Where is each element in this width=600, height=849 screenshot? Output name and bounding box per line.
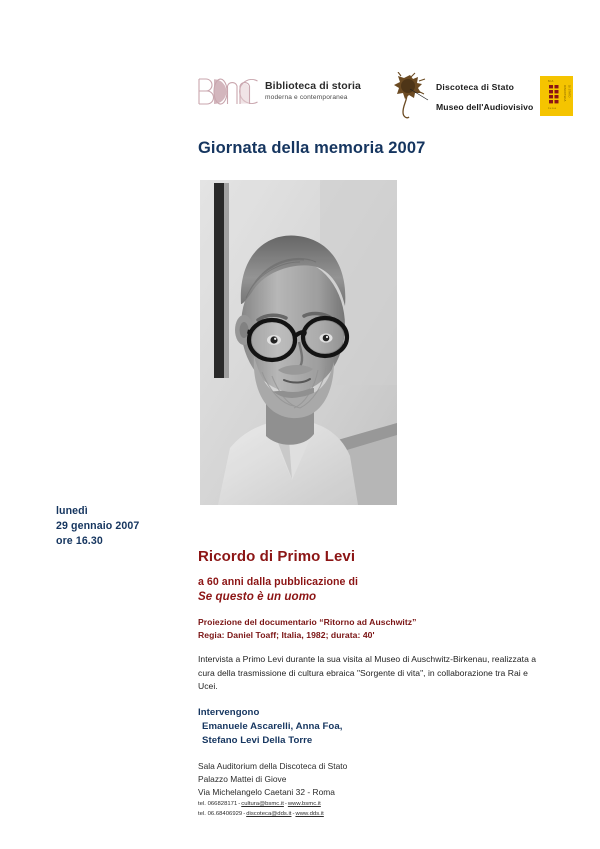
venue-line-3: Via Michelangelo Caetani 32 - Roma	[198, 786, 335, 797]
speakers-line-2: Stefano Levi Della Torre	[202, 735, 313, 747]
contact-email-link[interactable]: discoteca@dds.it	[246, 810, 292, 817]
bsmc-logo-line1: Biblioteca di storia	[265, 79, 361, 92]
page-title: Giornata della memoria 2007	[198, 139, 426, 157]
discoteca-di-stato-logo	[388, 72, 573, 120]
speakers-block	[198, 706, 550, 748]
gramophone-horn-icon	[388, 72, 432, 120]
contact-website-link[interactable]: www.dds.it	[295, 810, 324, 817]
contact-row	[198, 800, 550, 809]
yellow-museum-badge-icon	[540, 76, 573, 116]
documentary-screening-line: Proiezione del documentario “Ritorno ad Auschwitz”	[198, 617, 417, 627]
event-subtitle: a 60 anni dalla pubblicazione di	[198, 576, 358, 588]
event-date-block	[56, 504, 139, 549]
svg-text:DI STATO: DI STATO	[567, 85, 572, 98]
speakers-heading: Intervengono	[198, 707, 260, 719]
speakers-line-1: Emanuele Ascarelli, Anna Foa,	[202, 721, 343, 733]
bsmc-logo	[197, 78, 361, 105]
contact-tel-label: tel. 06.68406929	[198, 810, 243, 817]
contact-email-link[interactable]: cultura@bsmc.it	[241, 801, 284, 808]
description-line-1: Intervista a Primo Levi durante la sua visita al Museo di Auschwitz-Birkenau,	[198, 654, 490, 665]
contact-row	[198, 810, 550, 819]
event-date: 29 gennaio 2007	[56, 520, 140, 533]
discoteca-logo-line2: Museo dell'Audiovisivo	[436, 101, 534, 112]
svg-text:DISCOTECA: DISCOTECA	[563, 85, 568, 102]
contact-separator: -	[284, 801, 287, 808]
bsmc-monogram-icon	[197, 78, 259, 105]
bsmc-logo-line2: moderna e contemporanea	[265, 93, 348, 101]
description-line-2: realizzata a cura della trasmissione di cultura ebraica "Sorgente di vita", in	[198, 654, 537, 678]
event-content-column	[198, 548, 550, 819]
event-time: ore 16.30	[56, 535, 103, 548]
primo-levi-portrait-photo	[200, 180, 397, 505]
venue-address	[198, 760, 550, 798]
event-weekday: lunedì	[56, 505, 88, 517]
contact-info	[198, 800, 550, 818]
venue-line-1: Sala Auditorium della Discoteca di Stato	[198, 761, 348, 772]
description-line-3: collaborazione tra Rai e Ucei.	[198, 667, 528, 692]
bsmc-logo-text	[265, 81, 361, 102]
svg-text:M A: M A	[548, 79, 554, 83]
contact-separator: -	[243, 810, 246, 817]
contact-tel-label: tel. 066828171	[198, 801, 238, 808]
documentary-details	[198, 616, 550, 641]
documentary-credits-line: Regia: Daniel Toaff; Italia, 1982; durata: 40'	[198, 629, 375, 640]
venue-line-2: Palazzo Mattei di Giove	[198, 773, 287, 784]
contact-website-link[interactable]: www.bsmc.it	[287, 801, 321, 808]
contact-separator: -	[238, 801, 241, 808]
event-title: Ricordo di Primo Levi	[198, 548, 356, 565]
discoteca-logo-text	[434, 81, 533, 111]
svg-text:t u s e: t u s e	[548, 106, 557, 110]
event-description	[198, 653, 546, 693]
event-book-title: Se questo è un uomo	[198, 590, 317, 603]
logo-header-row	[0, 68, 600, 124]
contact-separator: -	[292, 810, 295, 817]
discoteca-logo-line1: Discoteca di Stato	[436, 81, 515, 92]
